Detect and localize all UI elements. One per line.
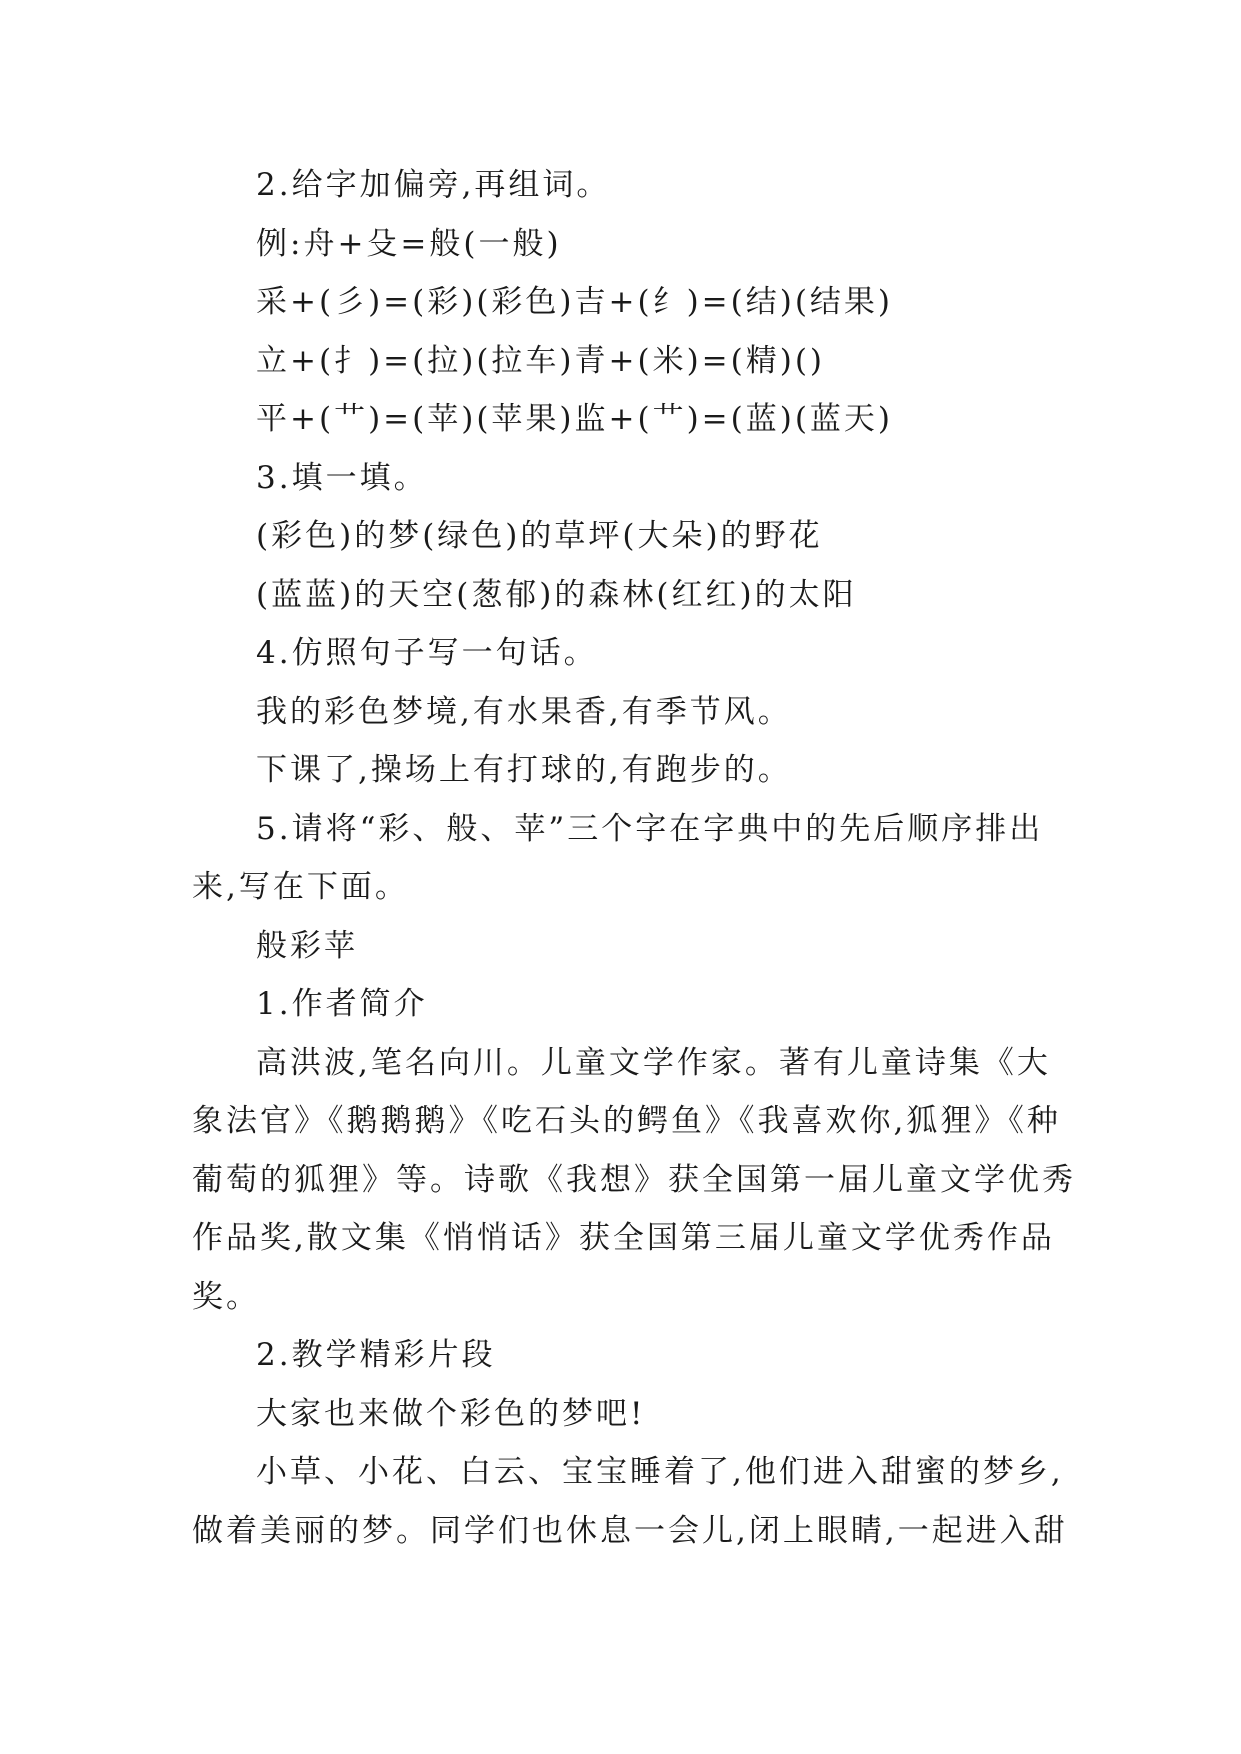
exercise-2-row-2: 立+(扌)=(拉)(拉车)青+(米)=(精)() (256, 342, 826, 379)
exercise-5-heading: 5.请将“彩、般、苹”三个字在字典中的先后顺序排出 (256, 810, 1044, 847)
exercise-2-example: 例:舟+殳=般(一般) (256, 225, 562, 262)
exercise-3-row-2: (蓝蓝)的天空(葱郁)的森林(红红)的太阳 (256, 576, 857, 613)
exercise-3-row-1: (彩色)的梦(绿色)的草坪(大朵)的野花 (256, 518, 823, 554)
teaching-excerpt-heading: 2.教学精彩片段 (256, 1337, 496, 1373)
teaching-excerpt-line: 大家也来做个彩色的梦吧! (256, 1395, 646, 1432)
exercise-4-heading: 4.仿照句子写一句话。 (256, 635, 598, 671)
exercise-2-row-1: 采+(彡)=(彩)(彩色)吉+(纟)=(结)(结果) (256, 284, 894, 320)
author-intro-paragraph: 葡萄的狐狸》等。诗歌《我想》获全国第一届儿童文学优秀 (192, 1161, 1076, 1198)
author-intro-paragraph: 象法官》《鹅鹅鹅》《吃石头的鳄鱼》《我喜欢你,狐狸》《种 (192, 1103, 1061, 1139)
author-intro-paragraph: 高洪波,笔名向川。儿童文学作家。著有儿童诗集《大 (256, 1044, 1051, 1081)
exercise-5-heading-cont: 来,写在下面。 (192, 869, 409, 905)
exercise-2-row-3: 平+(艹)=(苹)(苹果)监+(艹)=(蓝)(蓝天) (256, 401, 894, 437)
exercise-4-answer: 下课了,操场上有打球的,有跑步的。 (256, 752, 792, 788)
teaching-excerpt-paragraph: 做着美丽的梦。同学们也休息一会儿,闭上眼睛,一起进入甜 (192, 1512, 1068, 1549)
exercise-3-heading: 3.填一填。 (256, 459, 428, 496)
exercise-2-heading: 2.给字加偏旁,再组词。 (256, 167, 611, 203)
document-page (192, 156, 1076, 1560)
author-intro-paragraph: 奖。 (192, 1278, 260, 1315)
exercise-4-example: 我的彩色梦境,有水果香,有季节风。 (256, 693, 792, 730)
teaching-excerpt-paragraph: 小草、小花、白云、宝宝睡着了,他们进入甜蜜的梦乡, (256, 1454, 1064, 1490)
author-intro-paragraph: 作品奖,散文集《悄悄话》获全国第三届儿童文学优秀作品 (192, 1220, 1055, 1256)
exercise-5-answer: 般彩苹 (256, 927, 358, 964)
author-intro-heading: 1.作者简介 (256, 986, 428, 1022)
